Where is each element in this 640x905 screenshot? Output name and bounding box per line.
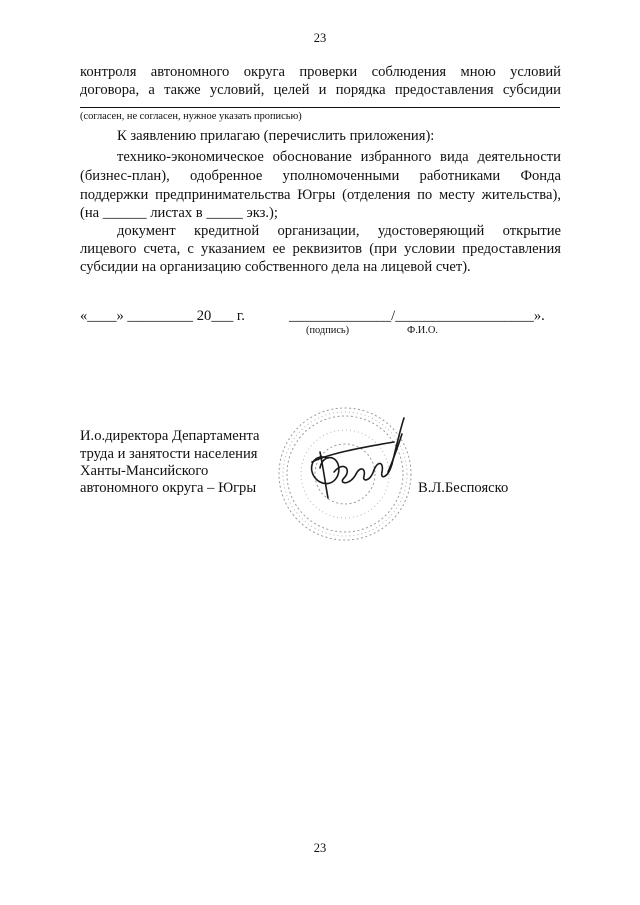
handwritten-signature (298, 412, 410, 504)
attachment-1-line: поддержки предпринимательства Югры (отделения по месту жительства), (80, 187, 561, 203)
attachments-intro: К заявлению прилагаю (перечислить приложения): (117, 128, 435, 144)
attachment-2-line: лицевого счета, с указанием ее реквизитов (при условии предоставления (80, 241, 561, 257)
signatory-title: автономного округа – Югры (80, 480, 257, 496)
signatory-name: В.Л.Беспояско (418, 480, 509, 496)
signatory-title: Ханты-Мансийского (80, 463, 209, 479)
attachment-1-line: (на ______ листах в _____ экз.); (80, 205, 278, 221)
signatory-title: труда и занятости населения (80, 446, 258, 462)
attachment-1-line: (бизнес-план), одобренное уполномоченными работниками Фонда (80, 168, 561, 184)
signature-field: ______________/___________________». (289, 308, 545, 324)
signature-label: (подпись) (306, 325, 350, 336)
signatory-title: И.о.директора Департамента (80, 428, 260, 444)
consent-note: (согласен, не согласен, нужное указать прописью) (80, 111, 302, 122)
body-line: контроля автономного округа проверки соблюдения мною условий (80, 64, 561, 80)
date-field: «____» _________ 20___ г. (80, 308, 245, 324)
page-number-bottom: 23 (313, 841, 327, 855)
attachment-1-line: технико-экономическое обоснование избранного вида деятельности (117, 149, 561, 165)
page-number-top: 23 (313, 31, 327, 45)
attachment-2-line: субсидии на организацию собственного дела на лицевой счет). (80, 259, 471, 275)
attachment-2-line: документ кредитной организации, удостоверяющий открытие (117, 223, 561, 239)
fio-label: Ф.И.О. (407, 325, 439, 336)
body-line: договора, а также условий, целей и порядка предоставления субсидии (80, 82, 561, 98)
consent-underline (80, 107, 560, 108)
